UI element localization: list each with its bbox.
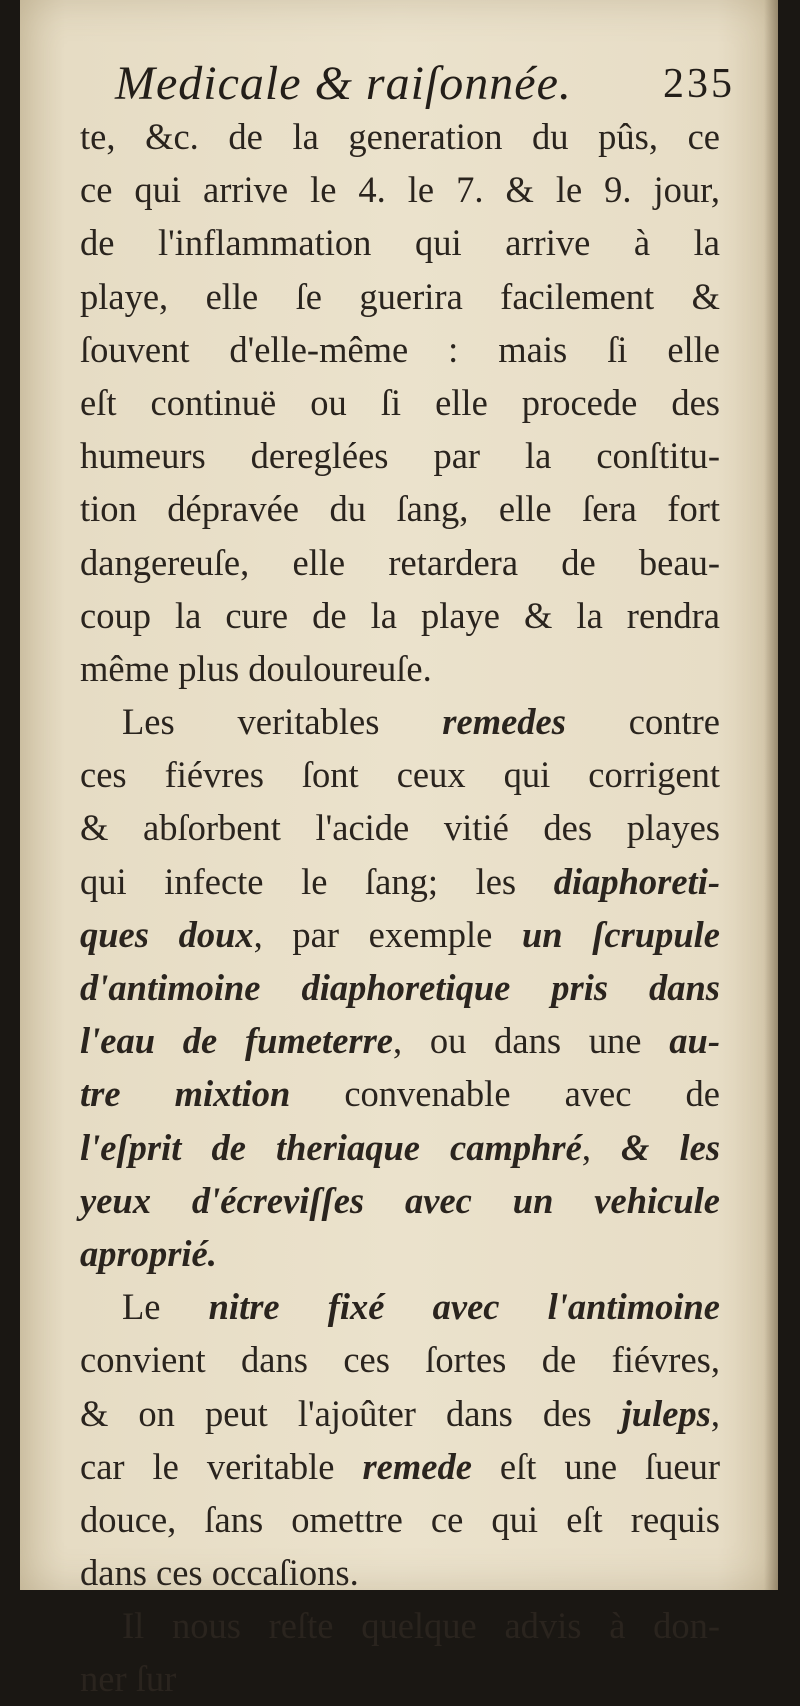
italic-segment: aproprié. xyxy=(80,1232,217,1274)
text-segment: car le veritable xyxy=(80,1445,363,1487)
text-line xyxy=(80,216,720,269)
text-segment: te, &c. de la generation du pûs, ce xyxy=(80,116,720,157)
text-segment: douce, ſans omettre ce qui eſt requis xyxy=(80,1498,720,1540)
text-line xyxy=(80,163,720,216)
italic-segment: yeux d'écreviſſes avec un vehicule xyxy=(80,1179,720,1221)
italic-segment: tre mixtion xyxy=(80,1073,291,1115)
text-line xyxy=(80,1067,720,1120)
text-segment: dangereuſe, elle retardera de beau- xyxy=(80,541,720,583)
text-segment: convenable avec de xyxy=(290,1073,720,1115)
text-segment: de l'inflammation qui arrive à la xyxy=(80,222,720,264)
page-number: 235 xyxy=(663,61,735,107)
running-title: Medicale & raiſonnée. xyxy=(115,57,572,110)
text-segment: ces fiévres ſont ceux qui corrigent xyxy=(80,754,720,796)
italic-segment: d'antimoine diaphoretique pris dans xyxy=(80,967,720,1008)
italic-segment: l'eau de fumeterre xyxy=(80,1020,393,1062)
italic-segment: & les xyxy=(621,1126,721,1168)
text-line xyxy=(80,1387,720,1440)
text-line xyxy=(80,589,720,642)
italic-segment: l'eſprit de theriaque camphré xyxy=(80,1126,582,1168)
text-line xyxy=(80,1652,720,1705)
text-line xyxy=(80,1599,720,1652)
text-segment: eſt une ſueur xyxy=(471,1445,720,1487)
text-line xyxy=(80,1440,720,1493)
text-segment: coup la cure de la playe & la rendra xyxy=(80,594,720,636)
text-line xyxy=(80,270,720,323)
text-line xyxy=(80,908,720,961)
text-segment: qui infecte le ſang; les xyxy=(80,860,554,902)
text-segment: même plus douloureuſe. xyxy=(80,647,432,689)
text-line xyxy=(80,1493,720,1546)
text-line xyxy=(80,855,720,908)
text-line xyxy=(80,642,720,695)
text-line xyxy=(80,376,720,429)
text-line xyxy=(80,110,720,163)
text-segment: ner ſur xyxy=(80,1658,177,1700)
text-line xyxy=(80,801,720,854)
italic-segment: juleps xyxy=(621,1392,711,1434)
text-segment: dans ces occaſions. xyxy=(80,1552,359,1594)
text-line xyxy=(80,1014,720,1067)
text-segment: , par exemple xyxy=(253,913,522,955)
text-segment: & abſorbent l'acide vitié des playes xyxy=(80,807,720,849)
text-line xyxy=(80,323,720,376)
text-segment: playe, elle ſe guerira facilement & xyxy=(80,275,720,317)
text-line xyxy=(80,1546,720,1599)
text-segment: Les veritables xyxy=(122,701,443,743)
text-line xyxy=(80,1174,720,1227)
text-segment: , xyxy=(581,1126,622,1168)
text-line xyxy=(80,536,720,589)
book-page xyxy=(20,0,778,1700)
italic-segment: nitre fixé avec l'antimoine xyxy=(208,1286,720,1328)
text-segment: Le xyxy=(122,1286,209,1328)
text-segment: eſt continuë ou ſi elle procede des xyxy=(80,381,720,423)
text-line xyxy=(80,695,720,748)
text-line xyxy=(80,961,720,1014)
text-segment: ce qui arrive le 4. le 7. & le 9. jour, xyxy=(80,169,720,211)
text-line xyxy=(80,1121,720,1174)
body-text xyxy=(80,110,720,1706)
text-line xyxy=(80,429,720,482)
text-line xyxy=(80,482,720,535)
italic-segment: remedes xyxy=(442,701,566,743)
text-segment: humeurs dereglées par la conſtitu- xyxy=(80,435,720,477)
italic-segment: un ſcrupule xyxy=(521,913,720,955)
text-line xyxy=(80,1280,720,1333)
text-line xyxy=(80,1333,720,1386)
text-segment: contre xyxy=(565,701,720,743)
text-segment: , ou dans une xyxy=(393,1020,670,1062)
italic-segment: ques doux xyxy=(80,913,254,955)
text-segment: ſouvent d'elle-même : mais ſi elle xyxy=(80,328,720,370)
text-segment: convient dans ces ſortes de fiévres, xyxy=(80,1339,720,1381)
page-header xyxy=(115,48,735,118)
italic-segment: remede xyxy=(362,1445,472,1487)
italic-segment: diaphoreti- xyxy=(553,860,720,902)
text-segment: , xyxy=(710,1392,720,1434)
text-segment: tion dépravée du ſang, elle ſera fort xyxy=(80,488,720,530)
text-line xyxy=(80,1227,720,1280)
text-line xyxy=(80,748,720,801)
text-segment: & on peut l'ajoûter dans des xyxy=(80,1392,622,1434)
italic-segment: au- xyxy=(669,1020,720,1062)
text-segment: Il nous reſte quelque advis à don- xyxy=(122,1605,720,1647)
